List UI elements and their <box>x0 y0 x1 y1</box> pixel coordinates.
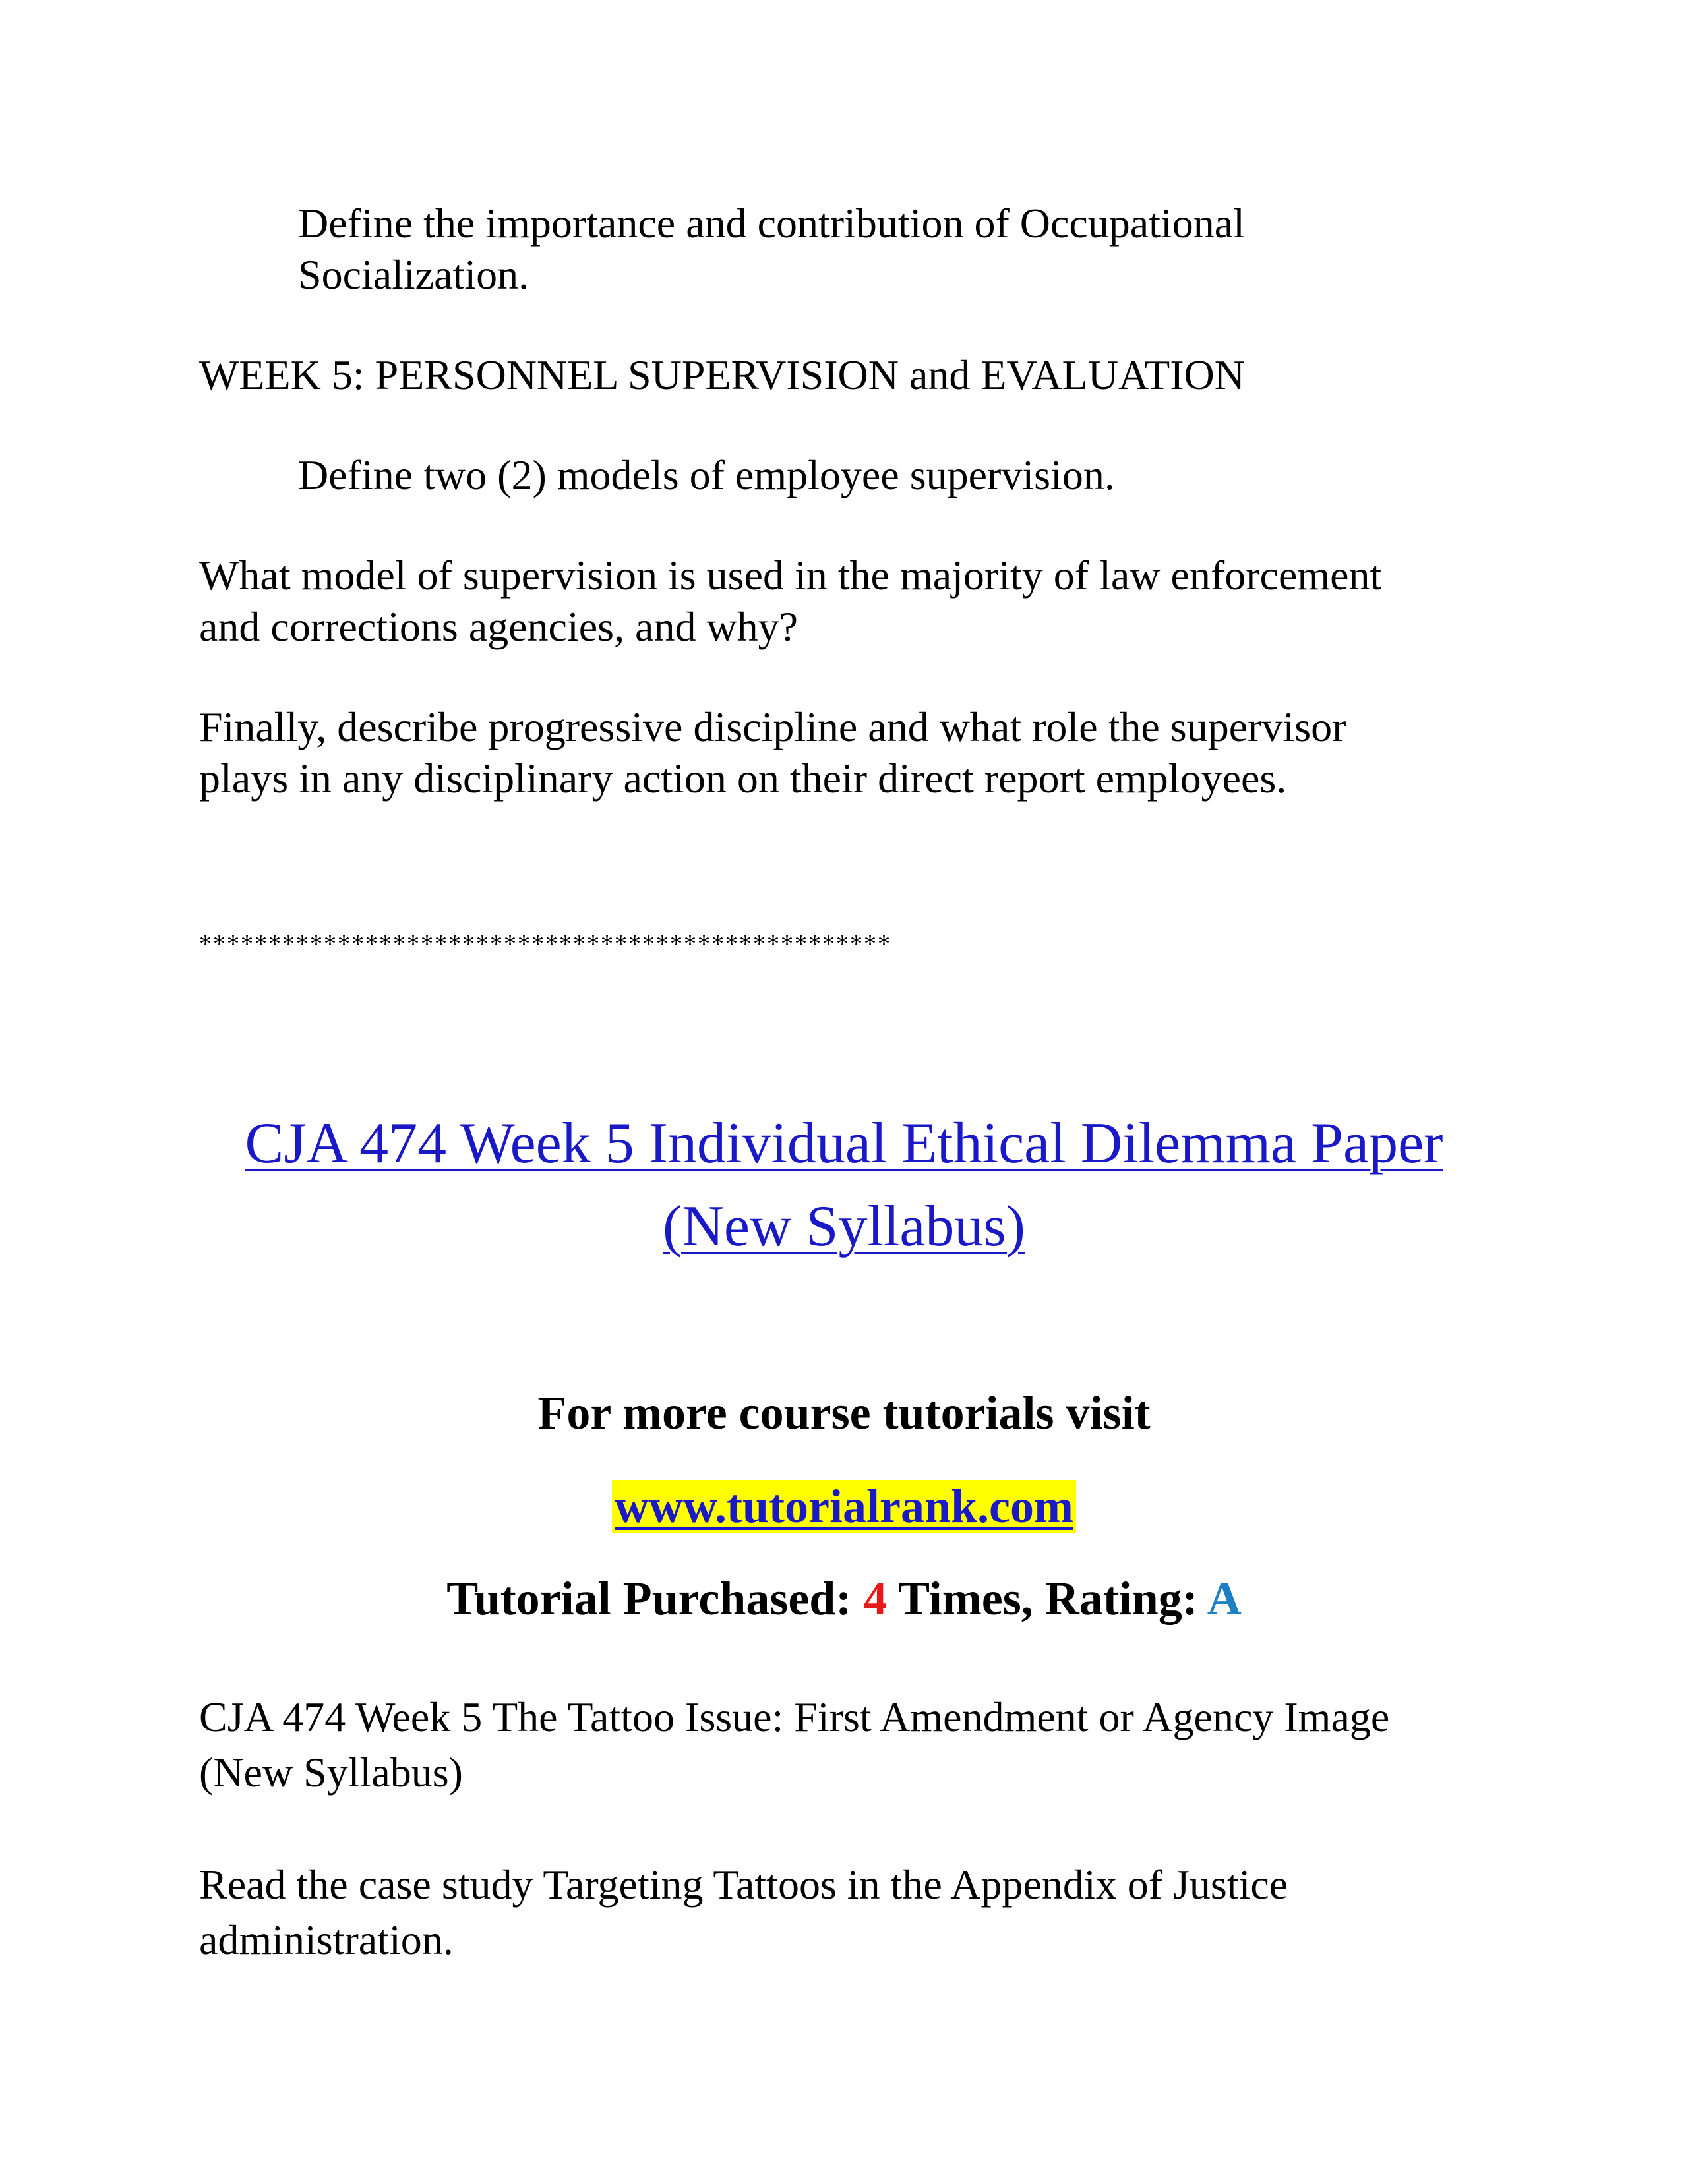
tattoo-line-1: CJA 474 Week 5 The Tattoo Issue: First Amendment or Agency Image <box>199 1694 1390 1740</box>
week-heading: WEEK 5: PERSONNEL SUPERVISION and EVALUATION <box>199 351 1245 398</box>
site-line <box>0 1477 1688 1536</box>
finally-line-1: Finally, describe progressive discipline and what role the supervisor <box>199 703 1346 750</box>
finally-line-2: plays in any disciplinary action on their direct report employees. <box>199 755 1287 802</box>
rating-value: A <box>1207 1572 1242 1625</box>
times-rating-label: Times, Rating: <box>898 1572 1198 1625</box>
read-line-2: administration. <box>199 1916 454 1963</box>
question-line-1: What model of supervision is used in the majority of law enforcement <box>199 552 1382 599</box>
purchased-count: 4 <box>863 1572 888 1625</box>
occupational-line-1: Define the importance and contribution of Occupational <box>298 200 1245 247</box>
separator-line: ************************************************** <box>199 930 891 958</box>
question-line-2: and corrections agencies, and why? <box>199 603 799 650</box>
define-models-line: Define two (2) models of employee supervision. <box>298 452 1115 498</box>
read-line-1: Read the case study Targeting Tattoos in the Appendix of Justice <box>199 1861 1288 1908</box>
purchase-line <box>0 1569 1688 1628</box>
purchased-label: Tutorial Purchased: <box>446 1572 852 1625</box>
tattoo-line-2: (New Syllabus) <box>199 1749 463 1796</box>
paper-title-link-line-2[interactable]: (New Syllabus) <box>663 1195 1025 1258</box>
paper-title-link-line-1[interactable]: CJA 474 Week 5 Individual Ethical Dilemma Paper <box>245 1111 1443 1175</box>
site-link[interactable]: www.tutorialrank.com <box>612 1480 1076 1533</box>
occupational-line-2: Socialization. <box>298 251 529 298</box>
visit-text: For more course tutorials visit <box>537 1386 1151 1439</box>
